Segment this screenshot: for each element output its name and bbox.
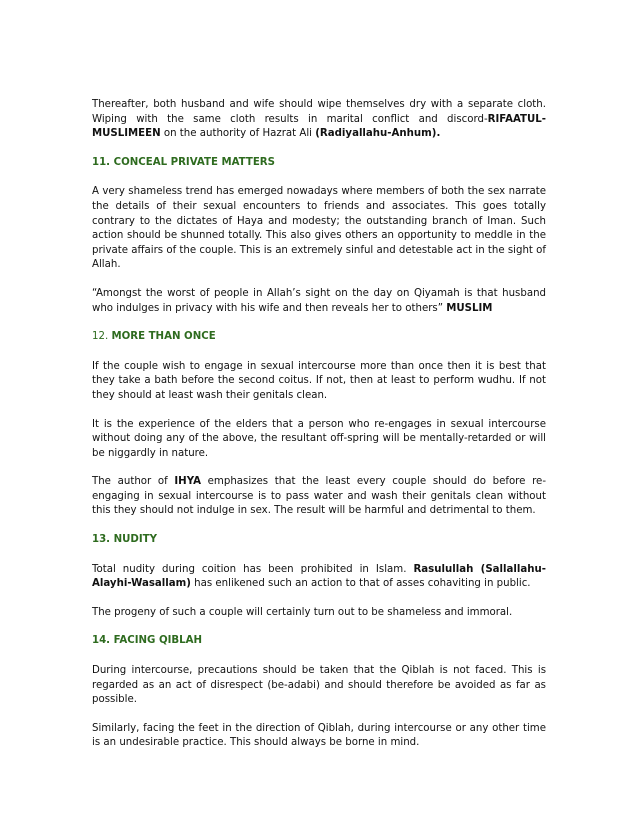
- source-reference: RIFAATUL-MUSLIMEEN: [92, 113, 546, 140]
- section-number: 12.: [92, 331, 112, 343]
- paragraph-text: Total nudity during coition has been prohibited in Islam.: [92, 563, 414, 575]
- paragraph-hadith-quote: [92, 287, 546, 316]
- paragraph-wiping: [92, 98, 546, 142]
- section-title: MORE THAN ONCE: [111, 331, 216, 343]
- paragraph-text: emphasizes that the least every couple should do before re-engaging in sexual intercourse is to pass water and wash their genitals clean without this they should not indulge in sex. The result will be harmful and detrimental to them.: [92, 476, 546, 517]
- section-heading-13: 13. NUDITY: [92, 534, 157, 546]
- paragraph-ihya: [92, 475, 546, 519]
- paragraph-text: Thereafter, both husband and wife should wipe themselves dry with a separate cloth. Wiping with the same cloth results in marital conflict and discord-: [92, 99, 546, 125]
- section-heading-12: [92, 330, 546, 345]
- paragraph-nudity: [92, 563, 546, 592]
- paragraph-more-than-once: If the couple wish to engage in sexual intercourse more than once then it is best that they take a bath before the second coitus. If not, then at least to perform wudhu. If not they should at least wash their genitals clean.: [92, 360, 546, 401]
- document-page: [92, 98, 546, 765]
- source-reference: Rasulullah (Sallallahu-Alayhi-Wasallam): [92, 563, 546, 590]
- paragraph-shameless-trend: A very shameless trend has emerged nowadays where members of both the sex narrate the details of their sexual encounters to friends and associates. This goes totally contrary to the dictates of Haya and modesty; the outstanding branch of Iman. Such action should be shunned totally. This also gives others an opportunity to meddle in the private affairs of the couple. This is an extremely sinful and detestable act in the sight of Allah.: [92, 186, 546, 271]
- paragraph-progeny: The progeny of such a couple will certainly turn out to be shameless and immoral.: [92, 606, 513, 618]
- source-reference: (Radiyallahu-Anhum).: [315, 128, 441, 140]
- quote-text: “Amongst the worst of people in Allah’s sight on the day on Qiyamah is that husband who indulges in privacy with his wife and then reveals her to others”: [92, 287, 546, 314]
- paragraph-text: has enlikened such an action to that of asses cohaviting in public.: [190, 578, 531, 590]
- paragraph-qiblah-precautions: During intercourse, precautions should be taken that the Qiblah is not faced. This is regarded as an act of disrespect (be-adabi) and should therefore be avoided as far as possible.: [92, 665, 546, 706]
- paragraph-text: on the authority of Hazrat Ali: [160, 128, 316, 140]
- paragraph-text: The author of: [92, 476, 175, 488]
- source-reference: MUSLIM: [446, 302, 493, 314]
- source-reference: IHYA: [174, 476, 201, 488]
- section-heading-14: 14. FACING QIBLAH: [92, 635, 203, 647]
- paragraph-elders-experience: It is the experience of the elders that a person who re-engages in sexual intercourse without doing any of the above, the resultant off-spring will be mentally-retarded or will be niggardly in nature.: [92, 418, 546, 459]
- section-heading-11: 11. CONCEAL PRIVATE MATTERS: [92, 156, 275, 168]
- paragraph-facing-feet: Similarly, facing the feet in the direction of Qiblah, during intercourse or any other time is an undesirable practice. This should always be borne in mind.: [92, 722, 546, 749]
